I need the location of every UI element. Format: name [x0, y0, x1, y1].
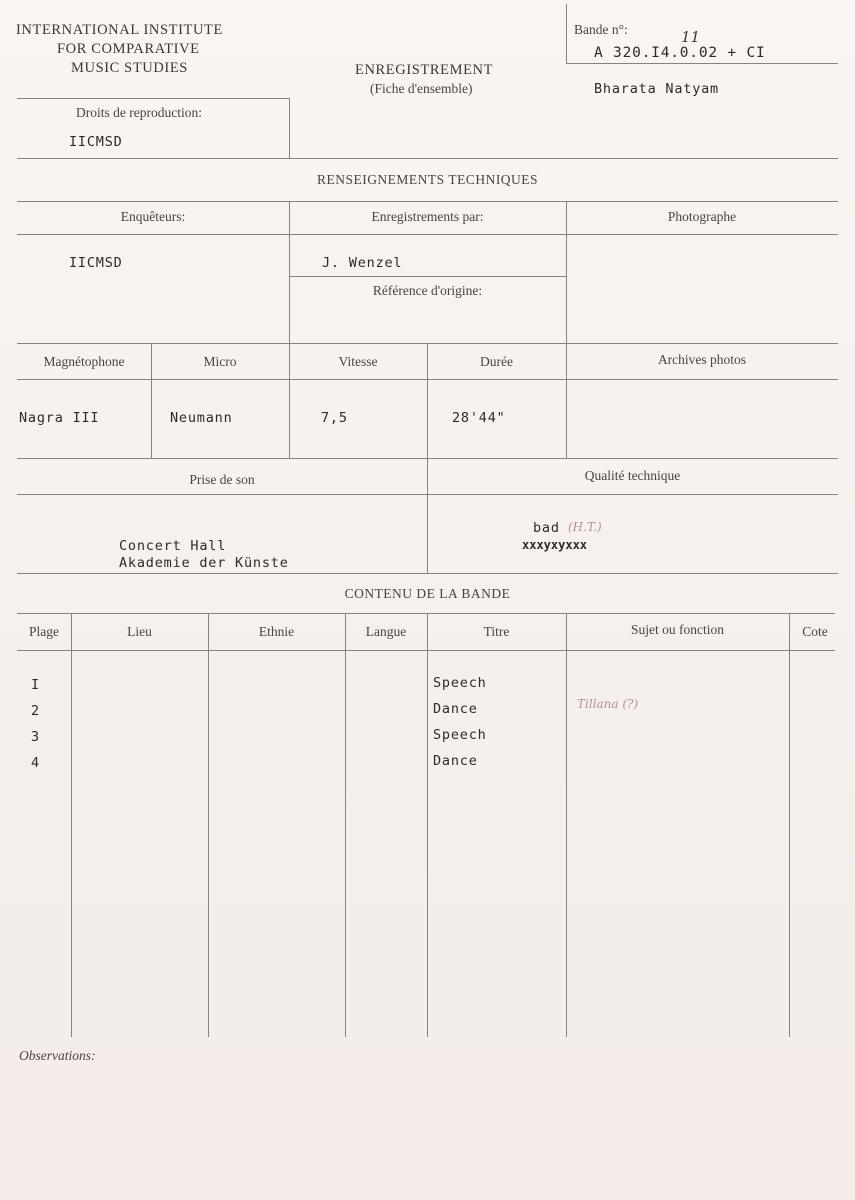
form-subtitle: (Fiche d'ensemble): [370, 81, 473, 96]
droits-rule: [17, 98, 289, 99]
duree-value: 28'44": [452, 410, 506, 426]
rule: [566, 613, 567, 1037]
rule: [789, 613, 790, 1037]
observations-label: Observations:: [19, 1048, 96, 1063]
form-title: ENREGISTREMENT: [355, 62, 494, 78]
qualite-handwritten-note: (H.T.): [568, 520, 602, 534]
duree-label: Durée: [480, 354, 513, 369]
micro-value: Neumann: [170, 410, 233, 426]
droits-label: Droits de reproduction:: [76, 105, 202, 120]
photographe-label: Photographe: [667, 209, 737, 224]
contents-section-title: CONTENU DE LA BANDE: [344, 586, 511, 601]
prise-value-line2: Akademie der Künste: [119, 555, 289, 571]
enregistrements-label: Enregistrements par:: [371, 209, 484, 224]
droits-divider: [289, 98, 290, 158]
rule: [208, 613, 209, 1037]
column-header-plage: Plage: [29, 624, 59, 639]
column-header-ethnie: Ethnie: [258, 624, 295, 639]
rule: [17, 573, 838, 574]
micro-label: Micro: [203, 354, 237, 369]
rule: [17, 158, 838, 159]
rule: [427, 613, 428, 1037]
bande-label: Bande n°:: [574, 22, 628, 37]
table-row-3-titre: Speech: [433, 727, 487, 743]
table-row-4-titre: Dance: [433, 753, 478, 769]
droits-value: IICMSD: [69, 134, 123, 150]
prise-value-line1: Concert Hall: [119, 538, 227, 554]
table-row-3-plage: 3: [31, 729, 40, 745]
magnetophone-value: Nagra III: [19, 410, 100, 426]
reference-label: Référence d'origine:: [372, 283, 483, 298]
institute-name-line2: FOR COMPARATIVE: [57, 41, 200, 57]
table-row-2-sujet: Tillana (?): [577, 697, 639, 711]
rule: [71, 613, 72, 1037]
rule: [345, 613, 346, 1037]
institute-name-line3: MUSIC STUDIES: [71, 60, 188, 76]
rule: [17, 494, 838, 495]
vitesse-label: Vitesse: [338, 354, 378, 369]
column-header-langue: Langue: [365, 624, 407, 639]
archives-label: Archives photos: [657, 352, 747, 367]
rule: [17, 234, 838, 235]
column-header-lieu: Lieu: [127, 624, 152, 639]
qualite-label: Qualité technique: [584, 468, 681, 483]
enregistrements-value: J. Wenzel: [322, 255, 403, 271]
qualite-value: bad: [533, 520, 560, 536]
rule: [17, 379, 838, 380]
header-divider: [566, 4, 567, 64]
rule: [17, 201, 838, 202]
qualite-struck-text: xxxyxyxxx: [522, 538, 588, 552]
magnetophone-label: Magnétophone: [43, 354, 125, 369]
technical-section-title: RENSEIGNEMENTS TECHNIQUES: [316, 172, 539, 187]
table-row-2-titre: Dance: [433, 701, 478, 717]
column-header-sujet: Sujet ou fonction: [631, 622, 724, 637]
rule: [17, 613, 835, 614]
bande-handwritten-correction: 11: [681, 28, 701, 46]
table-row-1-plage: I: [31, 677, 40, 693]
table-row-4-plage: 4: [31, 755, 40, 771]
header-rule: [566, 63, 838, 64]
table-row-1-titre: Speech: [433, 675, 487, 691]
institute-name-line1: INTERNATIONAL INSTITUTE: [16, 22, 223, 38]
prise-label: Prise de son: [189, 472, 255, 487]
subject-title: Bharata Natyam: [594, 81, 719, 97]
rule: [17, 650, 835, 651]
column-header-titre: Titre: [483, 624, 510, 639]
column-header-cote: Cote: [802, 624, 828, 639]
enqueteurs-label: Enquêteurs:: [120, 209, 186, 224]
table-row-2-plage: 2: [31, 703, 40, 719]
enqueteurs-value: IICMSD: [69, 255, 123, 271]
rule: [289, 276, 566, 277]
vitesse-value: 7,5: [321, 410, 348, 426]
bande-number: A 320.I4.0.02 + CI: [594, 45, 766, 61]
